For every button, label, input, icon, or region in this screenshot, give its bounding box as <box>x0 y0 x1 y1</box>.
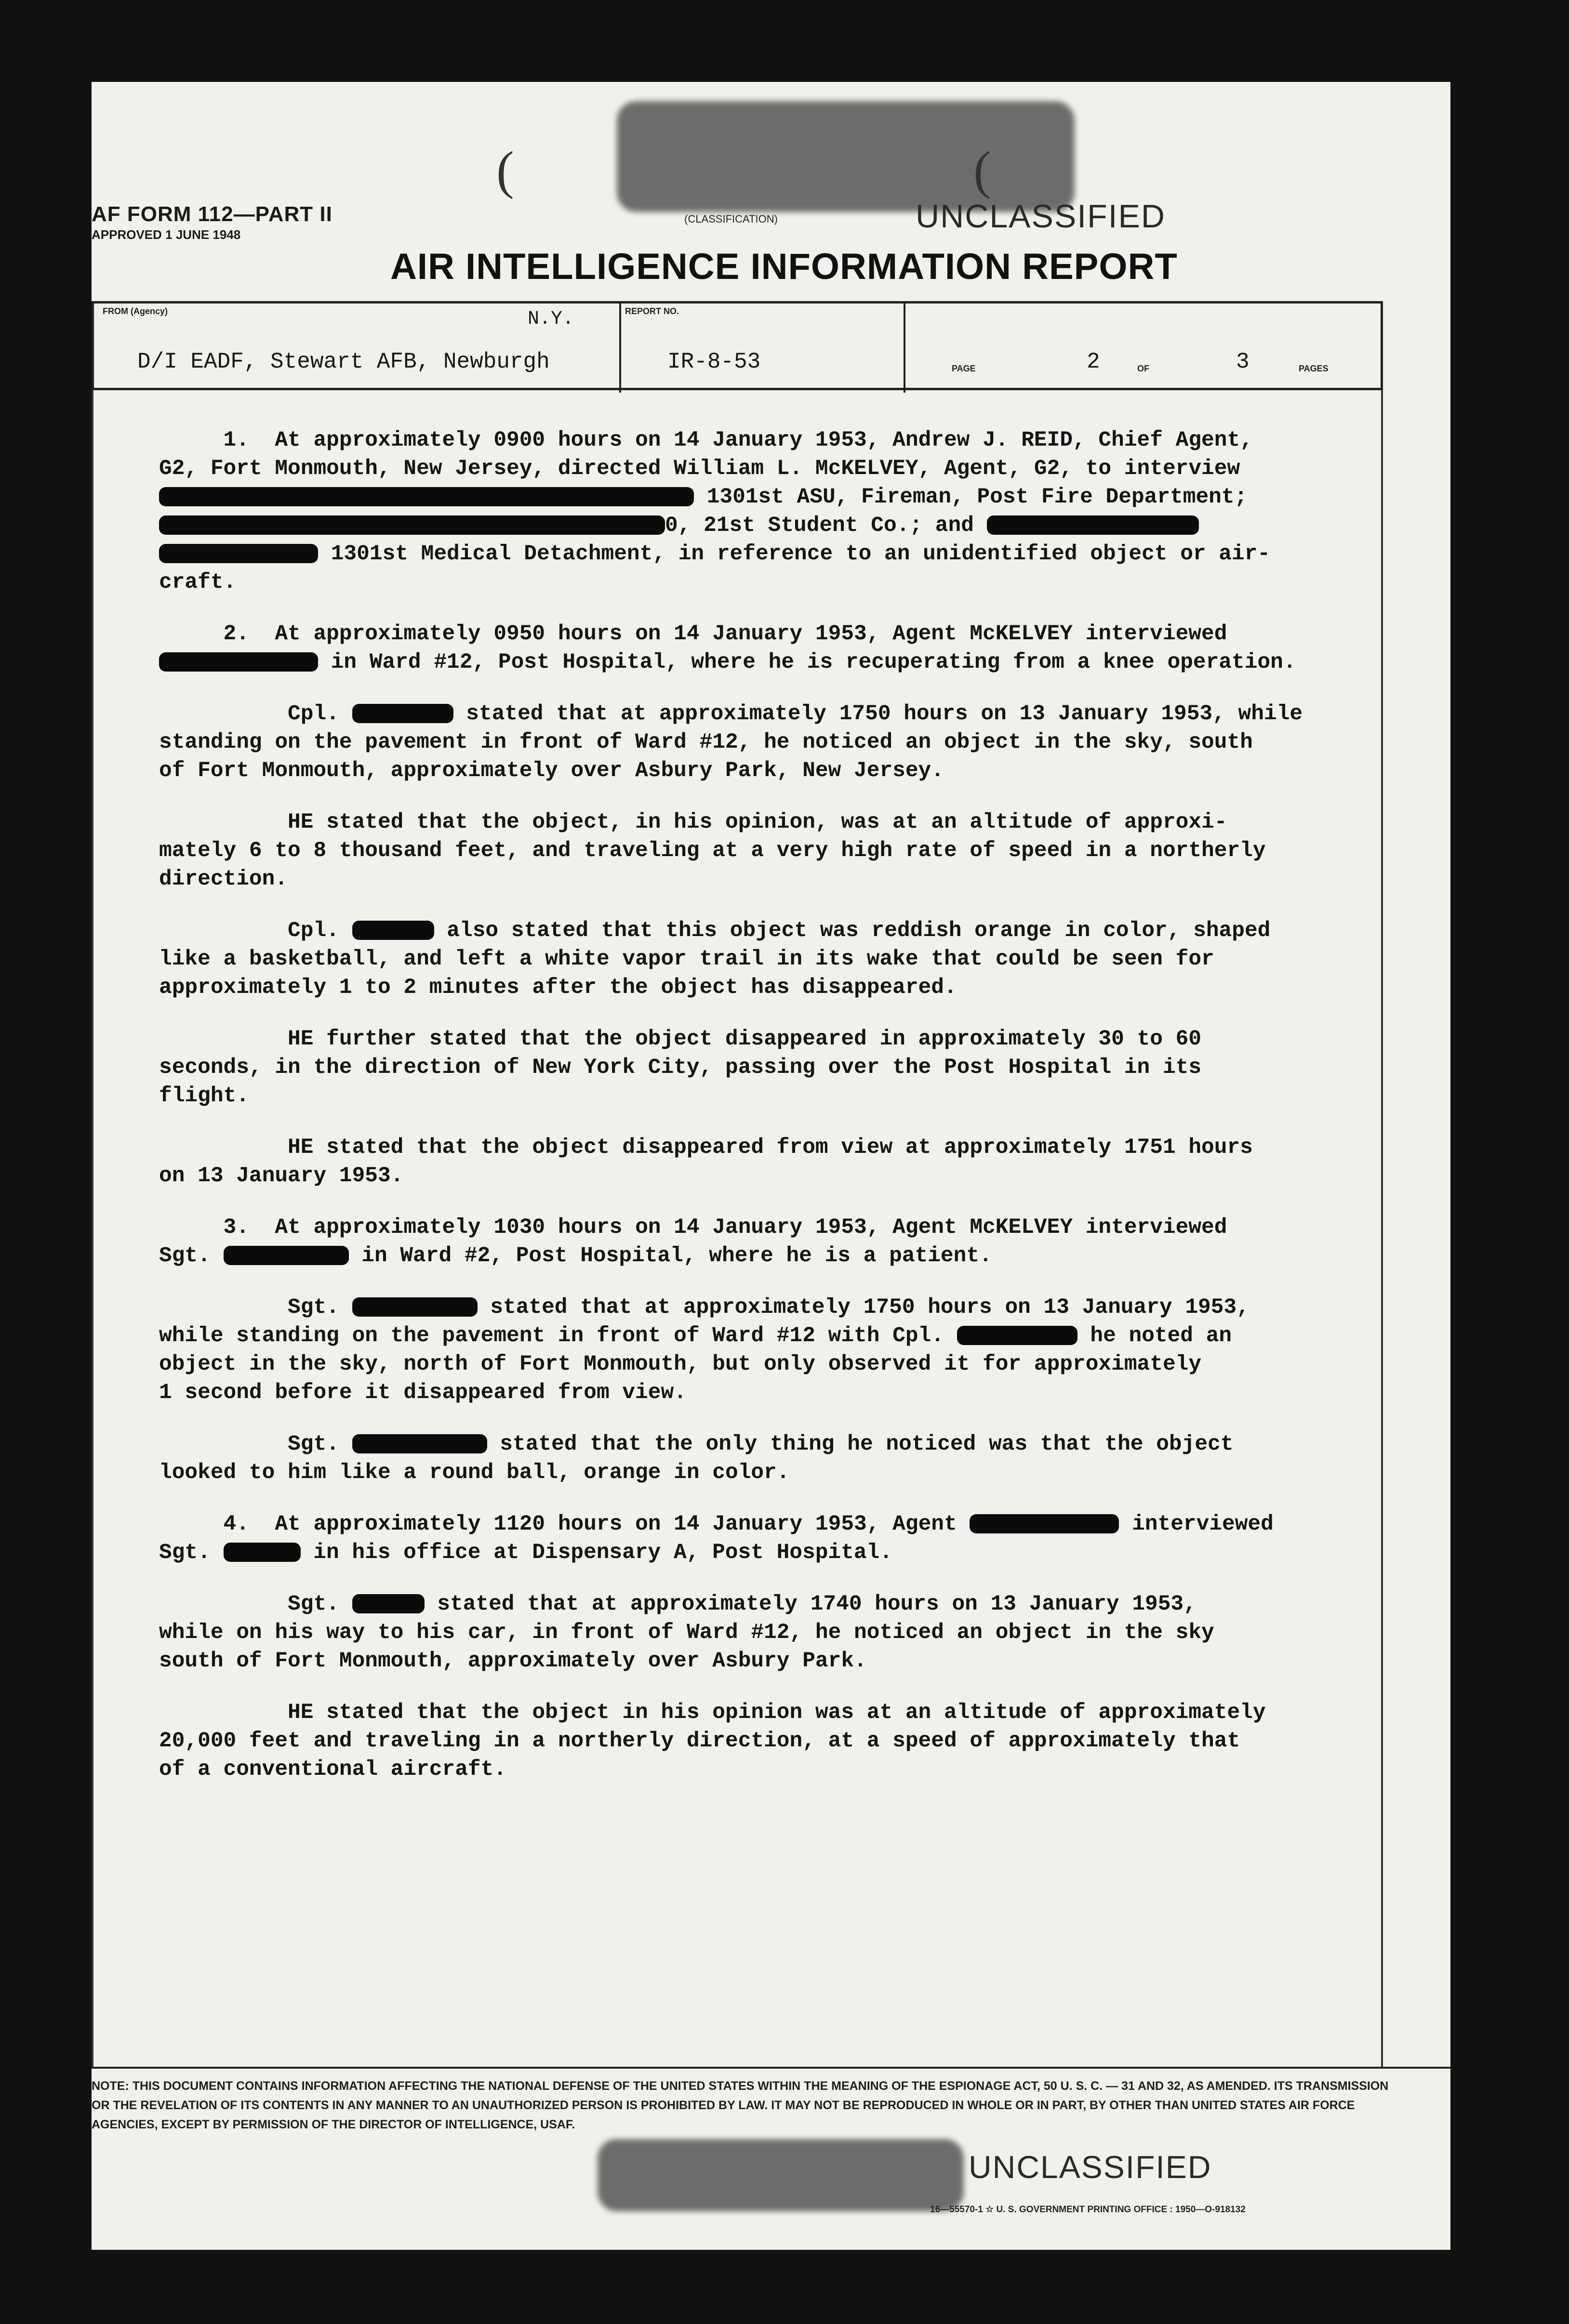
total-pages: 3 <box>1236 349 1250 374</box>
redaction <box>352 1594 425 1613</box>
page-label: PAGE <box>952 364 976 373</box>
redaction <box>957 1326 1077 1345</box>
paragraph-3-statement-1: Sgt. stated that at approximately 1750 hours on 13 January 1953, while standing on the pavement in front of Ward #12 with Cpl. he noted an object in the sky, north of Fort Monmouth, but only observed it for approximately 1 second before it disappeared from view. <box>159 1295 1250 1405</box>
right-paren-mark: ( <box>973 141 991 199</box>
paragraph-3: 3. At approximately 1030 hours on 14 January 1953, Agent McKELVEY interviewed Sgt. in Ward #2, Post Hospital, where he is a patient. <box>159 1215 1227 1268</box>
classification-label: (CLASSIFICATION) <box>684 213 778 225</box>
redaction <box>159 544 318 563</box>
header-fields-box <box>92 301 1383 390</box>
redaction <box>352 1434 487 1453</box>
from-value: D/I EADF, Stewart AFB, Newburgh <box>137 349 550 374</box>
form-identifier <box>92 202 332 242</box>
redaction <box>970 1514 1119 1533</box>
header-divider <box>619 304 621 393</box>
header-divider <box>904 304 905 393</box>
bottom-rule <box>92 2067 1450 2069</box>
redaction <box>159 487 694 506</box>
left-paren-mark: ( <box>496 141 514 199</box>
page-number: 2 <box>1087 349 1100 374</box>
ny-annotation: N.Y. <box>528 308 574 330</box>
paragraph-2: 2. At approximately 0950 hours on 14 January 1953, Agent McKELVEY interviewed in Ward #12, Post Hospital, where he is recuperating from a knee operation. <box>159 620 1412 677</box>
unclassified-stamp-bottom: UNCLASSIFIED <box>969 2149 1212 2185</box>
paragraph-4-statement-2: HE stated that the object in his opinion was at an altitude of approximately 20,000 feet and traveling in a northerly direction, at a speed of approximately that of a conventional aircraft. <box>159 1701 1266 1782</box>
left-border <box>92 390 93 2067</box>
paragraph-2-statement-4: HE further stated that the object disappeared in approximately 30 to 60 seconds, in the direction of New York City, passing over the Post Hospital in its flight. <box>159 1027 1202 1108</box>
redaction <box>159 515 665 535</box>
paragraph-3-statement-2: Sgt. stated that the only thing he noticed was that the object looked to him like a round ball, orange in color. <box>159 1432 1234 1485</box>
paragraph-2-statement-1: Cpl. stated that at approximately 1750 hours on 13 January 1953, while standing on the pavement in front of Ward #12, he noticed an object in the sky, south of Fort Monmouth, approximately over Asbury Park, New Jersey. <box>159 702 1303 783</box>
classification-smudge-bottom <box>598 2139 964 2211</box>
report-title: AIR INTELLIGENCE INFORMATION REPORT <box>390 246 1178 287</box>
paragraph-4-statement-1: Sgt. stated that at approximately 1740 hours on 13 January 1953, while on his way to his car, in front of Ward #12, he noticed an object in the sky south of Fort Monmouth, approximately over Asbury Park. <box>159 1592 1214 1673</box>
redaction <box>352 921 434 940</box>
printing-office-line: 16—55570-1 ☆ U. S. GOVERNMENT PRINTING OFFICE : 1950—O-918132 <box>930 2205 1246 2215</box>
classification-smudge-top <box>617 101 1075 212</box>
paragraph-1: 1. At approximately 0900 hours on 14 January 1953, Andrew J. REID, Chief Agent, G2, Fort Monmouth, New Jersey, directed William L. McKELVEY, Agent, G2, to interview 1301st ASU, Fireman, Post Fire Department; 0, 21st Student Co.; and 1301st Medical Detachment, in reference to an unidentified object or air- craft. <box>159 428 1271 594</box>
espionage-act-notice: NOTE: THIS DOCUMENT CONTAINS INFORMATION AFFECTING THE NATIONAL DEFENSE OF THE UNITED STATES WITHIN THE MEANING OF THE ESPIONAGE ACT, 50 U. S. C. — 31 AND 32, AS AMENDED. ITS TRANSMISSION OR THE REVELATION OF ITS CONTENTS IN ANY MANNER TO AN UNAUTHORIZED PERSON IS PROHIBITED BY LAW. IT MAY NOT BE REPRODUCED IN WHOLE OR IN PART, BY OTHER THAN UNITED STATES AIR FORCE AGENCIES, EXCEPT BY PERMISSION OF THE DIRECTOR OF INTELLIGENCE, USAF. <box>92 2079 1389 2131</box>
document-page <box>92 82 1450 2250</box>
report-body <box>159 426 1412 1807</box>
redaction <box>224 1246 349 1265</box>
redaction <box>352 704 453 723</box>
redaction <box>159 652 318 672</box>
redaction <box>987 515 1199 535</box>
from-label: FROM (Agency) <box>103 306 168 316</box>
report-no-value: IR-8-53 <box>667 349 761 374</box>
paragraph-2-statement-2: HE stated that the object, in his opinion, was at an altitude of approxi- mately 6 to 8 thousand feet, and traveling at a very high rate of speed in a northerly direction. <box>159 810 1266 891</box>
paragraph-2-statement-3: Cpl. also stated that this object was reddish orange in color, shaped like a basketball, and left a white vapor trail in its wake that could be seen for approximately 1 to 2 minutes after the object has disappeared. <box>159 919 1271 1000</box>
redaction <box>224 1543 301 1562</box>
paragraph-4: 4. At approximately 1120 hours on 14 January 1953, Agent interviewed Sgt. in his office at Dispensary A, Post Hospital. <box>159 1512 1274 1565</box>
paragraph-2-statement-5: HE stated that the object disappeared from view at approximately 1751 hours on 13 January 1953. <box>159 1136 1253 1188</box>
unclassified-stamp-top: UNCLASSIFIED <box>916 198 1166 235</box>
report-no-label: REPORT NO. <box>625 306 679 316</box>
form-approved: APPROVED 1 JUNE 1948 <box>92 227 241 242</box>
pages-label: PAGES <box>1299 364 1329 373</box>
of-label: OF <box>1137 364 1149 373</box>
form-number: AF FORM 112—PART II <box>92 202 332 226</box>
redaction <box>352 1297 478 1317</box>
